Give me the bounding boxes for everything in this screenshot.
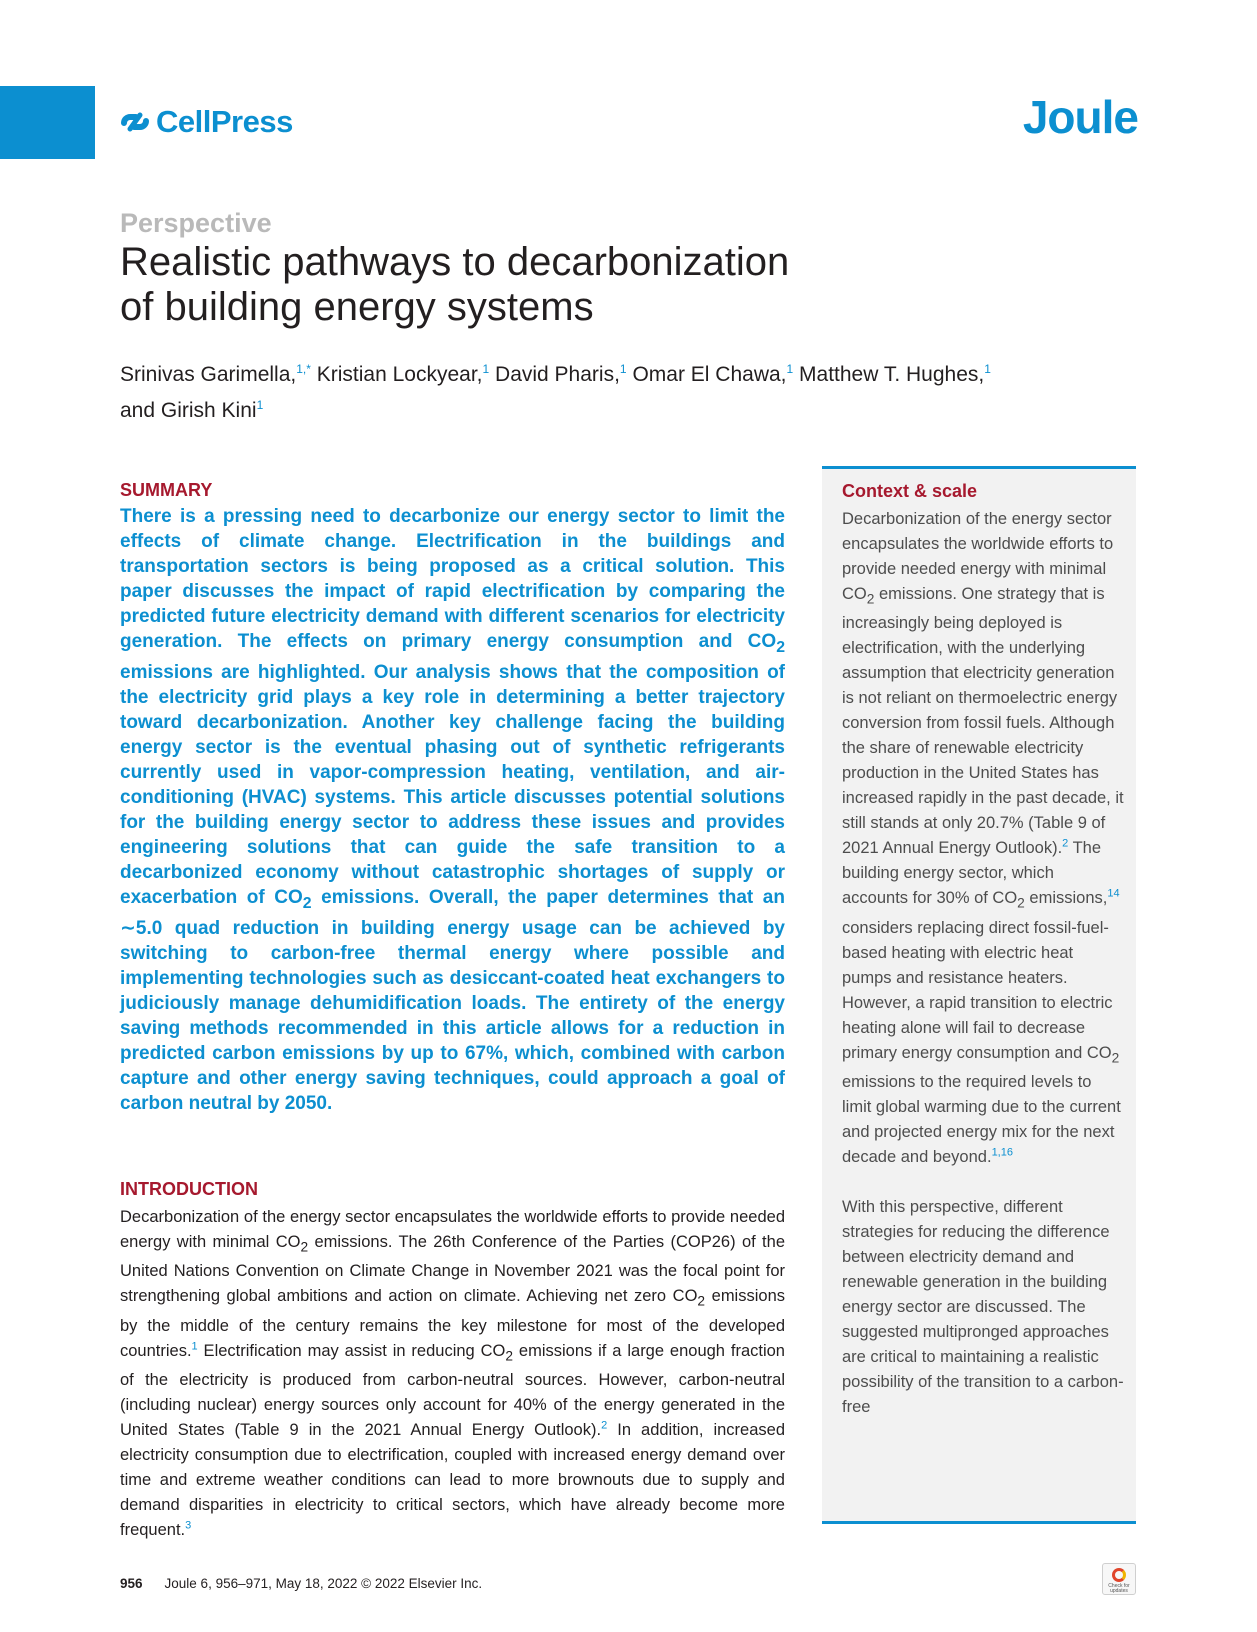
context-heading: Context & scale [842,481,978,501]
footer-citation: Joule 6, 956–971, May 18, 2022 © 2022 Elsevier Inc. [164,1576,483,1591]
summary-heading: SUMMARY [120,480,213,500]
corner-color-block [0,86,95,159]
summary-segment: emissions are highlighted. Our analysis shows that the composition of the electricity grid plays a key role in determining a better trajectory toward decarbonization. Another key challenge facing the building energy sector is the eventual phasing out of synthetic refrigerants currently used in vapor-compression heating, ventilation, and air-conditioning (HVAC) systems. This article discusses potential solutions for the building energy sector to address these issues and provides engineering solutions that can guide the safe transition to a decarbonized economy without catastrophic shortages of supply or exacerbation of CO [120,661,785,908]
citation-link[interactable]: 1 [191,1340,198,1353]
affiliation-link[interactable]: 1 [984,362,991,376]
affiliation-link[interactable]: 1 [482,362,490,376]
context-paragraph: With this perspective, different strategies for reducing the difference between electricity demand and renewable generation in the building energy sector are discussed. The suggested multipronged approaches are critical to maintaining a realistic possibility of the transition to a carbon-free [842,1197,1124,1416]
article-title [120,240,880,330]
introduction-heading: INTRODUCTION [120,1179,258,1199]
affiliation-link[interactable]: 1,* [296,362,311,376]
intro-segment: Decarbonization of the energy sector encapsulates the worldwide efforts to provide needed energy with minimal CO [120,1208,785,1251]
citation-link[interactable]: 2 [1062,837,1069,850]
check-updates-label: Check for updates [1108,1583,1130,1594]
context-segment: The building energy sector, which accounts for 30% of CO [842,839,1101,908]
page-footer [120,1576,482,1591]
intro-segment: emissions. The 26th Conference of the Parties (COP26) of the United Nations Convention on Climate Change in November 2021 was the focal point for strengthening global ambitions and action on climate. Achieving net zero CO [120,1233,785,1306]
title-line: of building energy systems [120,285,594,329]
context-segment: emissions, [1024,889,1108,908]
citation-link[interactable]: 1,16 [991,1146,1013,1159]
summary-text [120,504,785,1116]
author-name: Srinivas Garimella, [120,363,297,386]
citation-link[interactable]: 14 [1107,887,1120,900]
cellpress-logo[interactable] [120,104,293,140]
subscript: 2 [302,894,312,912]
summary-segment: emissions. Overall, the paper determines that an ∼5.0 quad reduction in building energy usage can be achieved by switching to carbon-free thermal energy where possible and implementing technologies such as desiccant-coated heat exchangers to judiciously manage dehumidification loads. The entirety of the energy saving methods recommended in this article allows for a reduction in predicted carbon emissions by up to 67%, which, combined with carbon capture and other energy saving techniques, could approach a goal of carbon neutral by 2050. [120,886,785,1114]
author-list [120,354,1100,426]
summary-segment: There is a pressing need to decarbonize our energy sector to limit the effects of climate change. Electrification in the buildings and transportation sectors is being proposed as a critical solution. This paper discusses the impact of rapid electrification by comparing the predicted future electricity demand with different scenarios for electricity generation. The effects on primary energy consumption and CO [120,506,785,652]
author-name: David Pharis, [495,363,620,386]
context-paragraph [842,507,1124,1170]
author-name: Kristian Lockyear, [316,363,483,386]
author-name: Omar El Chawa, [632,363,787,386]
article-type: Perspective [120,208,272,238]
context-segment: Decarbonization of the energy sector encapsulates the worldwide efforts to provide needed energy with minimal CO [842,510,1114,603]
page-number: 956 [120,1576,143,1591]
subscript: 2 [866,591,875,607]
context-segment: emissions to the required levels to limit global warming due to the current and projected energy mix for the next decade and beyond. [842,1072,1121,1166]
introduction-text [120,1205,785,1543]
title-line: Realistic pathways to decarbonization [120,240,790,284]
affiliation-link[interactable]: 1 [786,362,794,376]
citation-link[interactable]: 2 [601,1419,608,1432]
author-name: Matthew T. Hughes, [799,363,985,386]
context-segment: emissions. One strategy that is increasingly being deployed is electrification, with the underlying assumption that electricity generation is not reliant on thermoelectric energy conversion from fossil fuels. Although the share of renewable electricity production in the United States has increased rapidly in the past decade, it still stands at only 20.7% (Table 9 of 2021 Annual Energy Outlook). [842,585,1124,858]
affiliation-link[interactable]: 1 [256,398,264,412]
publisher-name: CellPress [156,104,293,139]
context-segment: considers replacing direct fossil-fuel-based heating with electric heat pumps and resistance heaters. However, a rapid transition to electric heating alone will fail to decrease primary energy consumption and CO [842,918,1113,1062]
subscript: 2 [505,1347,514,1363]
affiliation-link[interactable]: 1 [619,362,627,376]
subscript: 2 [300,1239,309,1255]
author-name: and Girish Kini [120,399,257,422]
subscript: 2 [697,1293,706,1309]
intro-segment: In addition, increased electricity consumption due to electrification, coupled with increased energy demand over time and extreme weather conditions can lead to more brownouts due to supply and demand disparities in electricity to critical sectors, which have already become more frequent. [120,1420,785,1539]
intro-segment: emissions by the middle of the century remains the key milestone for most of the developed countries. [120,1287,785,1360]
subscript: 2 [1111,1049,1120,1065]
check-updates-icon [1112,1568,1126,1582]
citation-link[interactable]: 3 [185,1519,192,1532]
cellpress-link-icon [120,107,150,137]
subscript: 2 [1017,895,1025,911]
check-for-updates-badge[interactable] [1102,1563,1136,1595]
intro-segment: emissions if a large enough fraction of the electricity is produced from carbon-neutral sources. However, carbon-neutral (including nuclear) energy sources only account for 40% of the energy generated in the United States (Table 9 in the 2021 Annual Energy Outlook). [120,1341,785,1439]
journal-logo[interactable]: Joule [1022,91,1138,143]
intro-segment: Electrification may assist in reducing CO [197,1341,506,1360]
subscript: 2 [776,638,785,656]
context-text [842,507,1124,1445]
context-scale-box [822,466,1136,1524]
